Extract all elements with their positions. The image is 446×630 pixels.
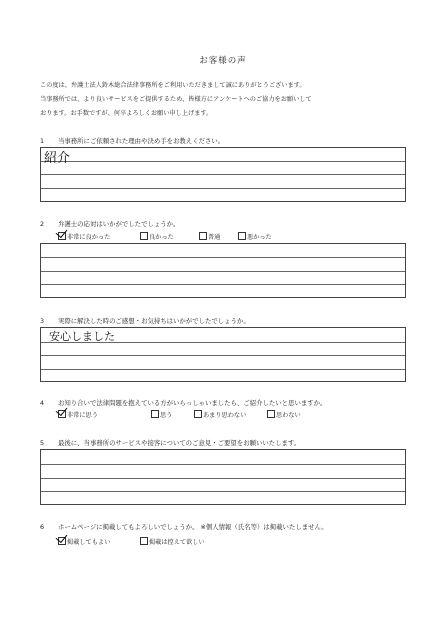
- option-think[interactable]: 思う: [151, 410, 172, 419]
- checkbox-icon[interactable]: [238, 232, 246, 240]
- question-number: 6: [40, 523, 45, 531]
- question-text: 当事務所にご依頼された理由や決め手をお教えください。: [58, 137, 225, 145]
- checkbox-icon[interactable]: [267, 410, 275, 418]
- option-good[interactable]: 良かった: [140, 232, 174, 241]
- ruled-line: [41, 284, 405, 285]
- question-text: 最後に、当事務所のサービスや接客についてのご意見・ご要望をお願いいたします。: [58, 439, 301, 447]
- ruled-line: [41, 464, 405, 465]
- ruled-line: [41, 174, 405, 175]
- ruled-line: [41, 369, 405, 370]
- option-do-not-think[interactable]: 思わない: [267, 410, 301, 419]
- checkbox-icon[interactable]: [151, 410, 159, 418]
- ruled-line: [41, 271, 405, 272]
- checkbox-icon[interactable]: [194, 410, 202, 418]
- answer-box-1[interactable]: [40, 147, 406, 202]
- option-not-much[interactable]: あまり思わない: [194, 410, 246, 419]
- option-normal[interactable]: 普通: [199, 232, 220, 241]
- question-number: 5: [40, 439, 45, 447]
- page-title: お客様の声: [199, 56, 247, 66]
- question-text: 弁護士の応対はいかがでしたでしょうか。: [58, 220, 180, 228]
- question-1: [40, 136, 224, 145]
- ruled-line: [41, 257, 405, 258]
- question-text: お知り合いで法律問題を抱えている方がいらっしゃいましたら、ご紹介したいと思いますか。: [58, 399, 327, 407]
- checkbox-checked-icon[interactable]: [58, 410, 66, 418]
- answer-box-3[interactable]: [40, 327, 406, 382]
- question-5: [40, 438, 300, 447]
- checkbox-icon[interactable]: [140, 232, 148, 240]
- intro-line: この度は、弁護士法人鈴木総合法律事務所をご利用いただきまして誠にありがとうございます。: [40, 82, 306, 89]
- intro-line: 当事務所では、より良いサービスをご提供するため、皆様方にアンケートへのご協力をお願いして: [40, 96, 312, 103]
- handwritten-answer: 紹介: [44, 151, 71, 166]
- question-3: [40, 316, 250, 325]
- ruled-line: [41, 491, 405, 492]
- answer-box-2[interactable]: [40, 243, 406, 298]
- checkbox-checked-icon[interactable]: [58, 537, 66, 545]
- question-text: 実際に解決した時のご感想・お気持ちはいかがでしたでしょうか。: [58, 317, 250, 325]
- option-bad[interactable]: 悪かった: [238, 232, 272, 241]
- answer-box-5[interactable]: [40, 449, 406, 505]
- ruled-line: [41, 161, 405, 162]
- checkbox-checked-icon[interactable]: [58, 232, 66, 240]
- intro-text: [40, 79, 420, 121]
- question-number: 3: [40, 317, 45, 325]
- question-6: [40, 522, 328, 531]
- handwritten-answer: 安心しました: [49, 330, 115, 343]
- option-allow-posting[interactable]: 掲載してもよい: [58, 537, 110, 546]
- ruled-line: [41, 188, 405, 189]
- option-strongly-think[interactable]: 非常に思う: [58, 410, 98, 419]
- ruled-line: [41, 355, 405, 356]
- checkbox-icon[interactable]: [199, 232, 207, 240]
- question-number: 1: [40, 137, 45, 145]
- question-text: ホームページに掲載してもよろしいでしょうか。 ※個人情報（氏名等）は掲載いたしません。: [58, 523, 328, 531]
- question-number: 4: [40, 399, 45, 407]
- option-refrain-posting[interactable]: 掲載は控えて欲しい: [140, 537, 205, 546]
- option-very-good[interactable]: 非常に良かった: [58, 232, 110, 241]
- checkbox-icon[interactable]: [140, 537, 148, 545]
- ruled-line: [41, 478, 405, 479]
- question-4: [40, 398, 326, 407]
- intro-line: おります。お手数ですが、何卒よろしくお願い申し上げます。: [40, 110, 213, 117]
- question-number: 2: [40, 220, 45, 228]
